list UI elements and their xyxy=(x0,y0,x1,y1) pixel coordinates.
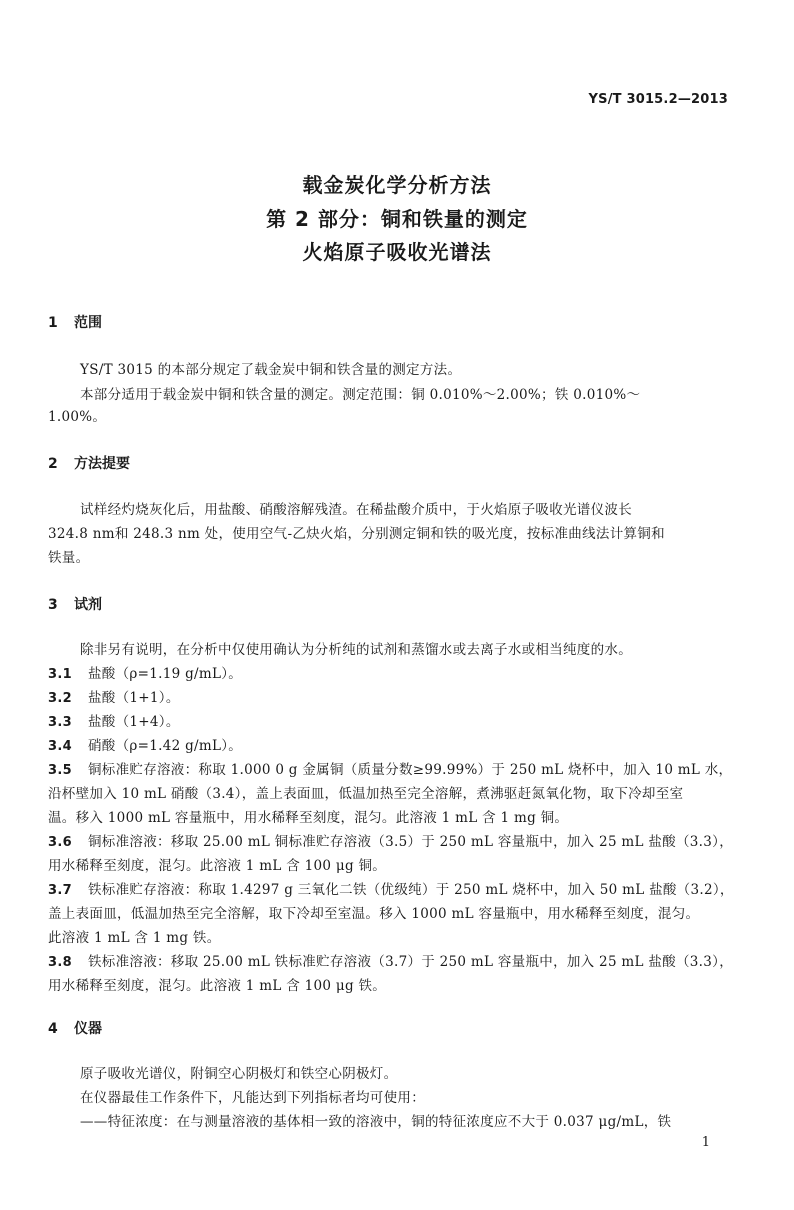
section-number: 3 xyxy=(48,597,58,613)
section-4-heading xyxy=(48,1018,102,1038)
item-text: 盐酸（1+4）。 xyxy=(88,714,180,730)
reagent-item xyxy=(48,710,180,730)
item-number: 3.6 xyxy=(48,835,72,850)
item-text: 硝酸（ρ=1.42 g/mL）。 xyxy=(88,738,243,754)
item-number: 3.1 xyxy=(48,667,72,682)
reagent-item xyxy=(48,686,180,706)
item-text: 铁标准贮存溶液：称取 1.4297 g 三氧化二铁（优级纯）于 250 mL 烧杯中，加入 50 mL 盐酸（3.2）， xyxy=(88,882,734,898)
reagent-item xyxy=(48,878,734,898)
section-title: 方法提要 xyxy=(74,456,130,472)
page-number: 1 xyxy=(701,1135,710,1150)
paragraph-line: 此溶液 1 mL 含 1 mg 铁。 xyxy=(48,930,221,946)
item-number: 3.7 xyxy=(48,883,72,898)
reagent-item xyxy=(48,758,732,778)
paragraph-line: 用水稀释至刻度，混匀。此溶液 1 mL 含 100 μg 铜。 xyxy=(48,858,387,874)
section-title: 仪器 xyxy=(74,1021,102,1037)
paragraph-line: 本部分适用于载金炭中铜和铁含量的测定。测定范围：铜 0.010%～2.00%；铁 0.010%～ xyxy=(80,387,641,403)
item-text: 铁标准溶液：移取 25.00 mL 铁标准贮存溶液（3.7）于 250 mL 容量瓶中，加入 25 mL 盐酸（3.3）， xyxy=(88,954,734,970)
item-text: 盐酸（1+1）。 xyxy=(88,690,180,706)
title-line-2: 第 2 部分：铜和铁量的测定 xyxy=(266,207,528,231)
paragraph-line: YS/T 3015 的本部分规定了载金炭中铜和铁含量的测定方法。 xyxy=(80,362,462,378)
paragraph-line: 温。移入 1000 mL 容量瓶中，用水稀释至刻度，混匀。此溶液 1 mL 含 1 mg 铜。 xyxy=(48,810,569,826)
reagent-item xyxy=(48,734,242,754)
section-1-heading xyxy=(48,312,102,332)
paragraph-line: 在仪器最佳工作条件下，凡能达到下列指标者均可使用： xyxy=(80,1090,425,1106)
section-title: 范围 xyxy=(74,315,102,331)
section-3-heading xyxy=(48,594,102,614)
paragraph-line: 324.8 nm和 248.3 nm 处，使用空气-乙炔火焰，分别测定铜和铁的吸光度，按标准曲线法计算铜和 xyxy=(48,526,665,542)
section-number: 1 xyxy=(48,315,58,331)
section-number: 2 xyxy=(48,456,58,472)
reagent-item xyxy=(48,662,242,682)
paragraph-line: ——特征浓度：在与测量溶液的基体相一致的溶液中，铜的特征浓度应不大于 0.037 μg/mL，铁 xyxy=(80,1114,672,1130)
section-title: 试剂 xyxy=(74,597,102,613)
standard-code: YS/T 3015.2—2013 xyxy=(588,92,728,107)
section-number: 4 xyxy=(48,1021,58,1037)
paragraph-line: 用水稀释至刻度，混匀。此溶液 1 mL 含 100 μg 铁。 xyxy=(48,978,387,994)
paragraph-line: 原子吸收光谱仪，附铜空心阴极灯和铁空心阴极灯。 xyxy=(80,1066,398,1082)
item-number: 3.5 xyxy=(48,763,72,778)
reagent-item xyxy=(48,950,733,970)
item-number: 3.2 xyxy=(48,691,72,706)
reagent-item xyxy=(48,830,733,850)
paragraph-line: 除非另有说明，在分析中仅使用确认为分析纯的试剂和蒸馏水或去离子水或相当纯度的水。 xyxy=(80,642,632,658)
item-text: 盐酸（ρ=1.19 g/mL）。 xyxy=(88,666,243,682)
item-text: 铜标准溶液：移取 25.00 mL 铜标准贮存溶液（3.5）于 250 mL 容量瓶中，加入 25 mL 盐酸（3.3）， xyxy=(88,834,734,850)
section-2-heading xyxy=(48,453,130,473)
item-number: 3.3 xyxy=(48,715,72,730)
paragraph-line: 试样经灼烧灰化后，用盐酸、硝酸溶解残渣。在稀盐酸介质中，于火焰原子吸收光谱仪波长 xyxy=(80,502,632,518)
title-line-3: 火焰原子吸收光谱法 xyxy=(302,240,492,264)
item-number: 3.4 xyxy=(48,739,72,754)
title-line-1: 载金炭化学分析方法 xyxy=(302,173,492,197)
paragraph-line: 1.00%。 xyxy=(48,409,107,425)
paragraph-line: 沿杯壁加入 10 mL 硝酸（3.4），盖上表面皿，低温加热至完全溶解，煮沸驱赶氮氧化物，取下冷却至室 xyxy=(48,786,684,802)
paragraph-line: 盖上表面皿，低温加热至完全溶解，取下冷却至室温。移入 1000 mL 容量瓶中，用水稀释至刻度，混匀。 xyxy=(48,906,700,922)
item-number: 3.8 xyxy=(48,955,72,970)
item-text: 铜标准贮存溶液：称取 1.000 0 g 金属铜（质量分数≥99.99%）于 250 mL 烧杯中，加入 10 mL 水， xyxy=(88,762,733,778)
paragraph-line: 铁量。 xyxy=(48,550,90,566)
